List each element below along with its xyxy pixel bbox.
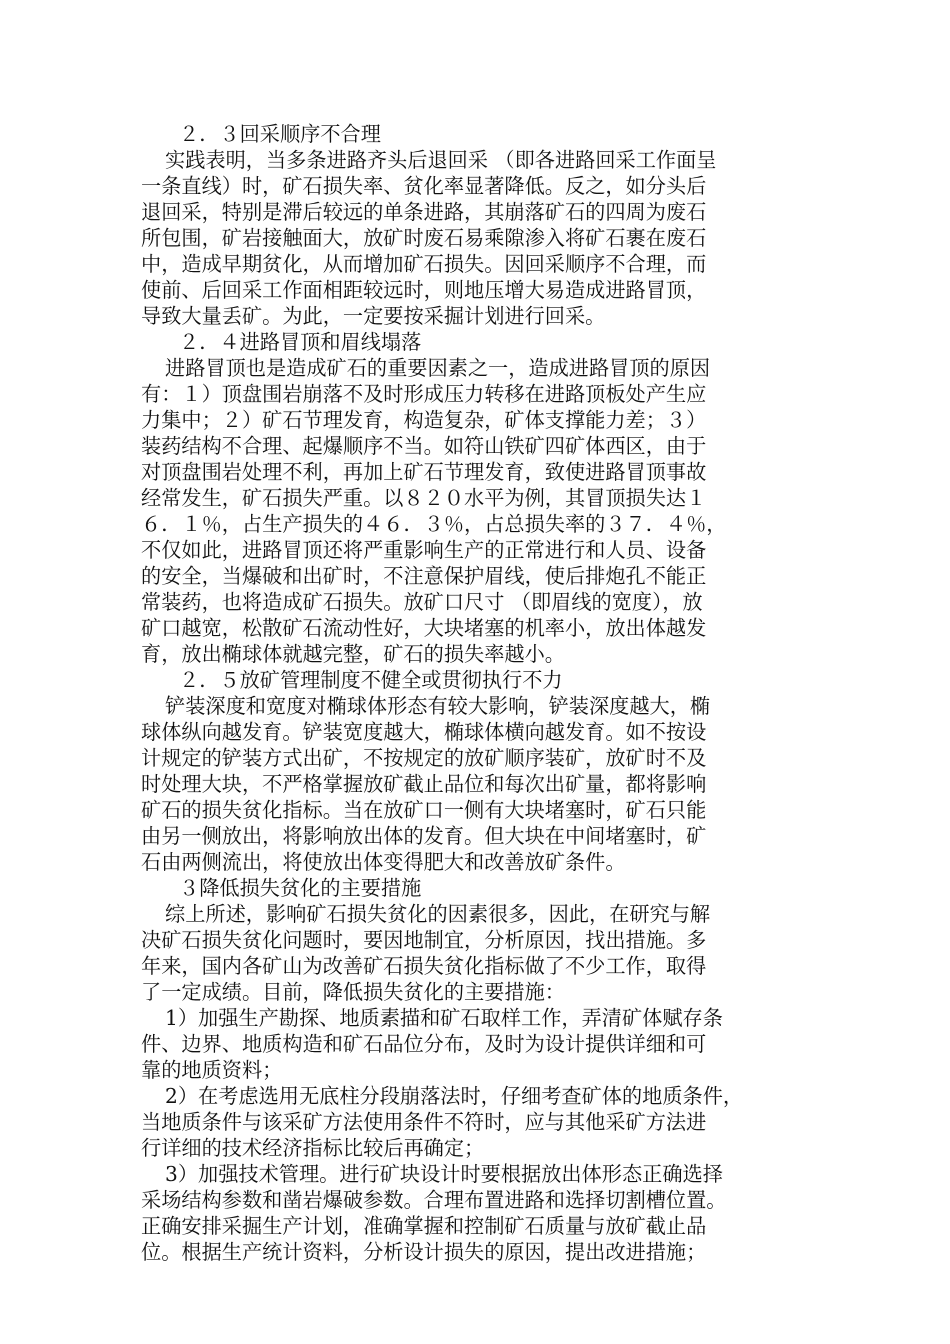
text-line: 了一定成绩。目前，降低损失贫化的主要措施： xyxy=(141,980,565,1004)
text-line: 靠的地质资料； xyxy=(141,1058,283,1082)
text-line: 由另一侧放出，将影响放出体的发育。但大块在中间堵塞时，矿 xyxy=(141,824,707,848)
text-line: 有：１）顶盘围岩崩落不及时形成压力转移在进路顶板处产生应 xyxy=(141,382,707,406)
text-line: 件、边界、地质构造和矿石品位分布，及时为设计提供详细和可 xyxy=(141,1032,707,1056)
text-line: ６．１％，占生产损失的４６．３％，占总损失率的３７．４％， xyxy=(141,512,727,536)
section-heading: ２．４进路冒顶和眉线塌落 xyxy=(179,330,422,354)
text-line: 2）在考虑选用无底柱分段崩落法时，仔细考查矿体的地质条件， xyxy=(165,1084,744,1108)
text-line: 的安全，当爆破和出矿时，不注意保护眉线，使后排炮孔不能正 xyxy=(141,564,707,588)
text-line: 装药结构不合理、起爆顺序不当。如符山铁矿四矿体西区，由于 xyxy=(141,434,707,458)
text-line: 石由两侧流出，将使放出体变得肥大和改善放矿条件。 xyxy=(141,850,626,874)
text-line: 3）加强技术管理。进行矿块设计时要根据放出体形态正确选择 xyxy=(165,1162,723,1186)
text-line: 行详细的技术经济指标比较后再确定； xyxy=(141,1136,485,1160)
text-line: 位。根据生产统计资料，分析设计损失的原因，提出改进措施； xyxy=(141,1240,707,1264)
text-line: 采场结构参数和凿岩爆破参数。合理布置进路和选择切割槽位置。 xyxy=(141,1188,727,1212)
text-line: 时处理大块，不严格掌握放矿截止品位和每次出矿量，都将影响 xyxy=(141,772,707,796)
text-line: 育，放出椭球体就越完整，矿石的损失率越小。 xyxy=(141,642,565,666)
text-line: 导致大量丢矿。为此，一定要按采掘计划进行回采。 xyxy=(141,304,606,328)
text-line: 矿石的损失贫化指标。当在放矿口一侧有大块堵塞时，矿石只能 xyxy=(141,798,707,822)
text-line: 力集中；２）矿石节理发育，构造复杂，矿体支撑能力差；３） xyxy=(141,408,707,432)
text-line: 综上所述，影响矿石损失贫化的因素很多，因此，在研究与解 xyxy=(165,902,711,926)
text-line: 年来，国内各矿山为改善矿石损失贫化指标做了不少工作，取得 xyxy=(141,954,707,978)
text-line: 计规定的铲装方式出矿，不按规定的放矿顺序装矿，放矿时不及 xyxy=(141,746,707,770)
section-heading: ３降低损失贫化的主要措施 xyxy=(179,876,422,900)
text-line: 实践表明，当多条进路齐头后退回采 （即各进路回采工作面呈 xyxy=(165,148,717,172)
text-line: 中，造成早期贫化，从而增加矿石损失。因回采顺序不合理，而 xyxy=(141,252,707,276)
text-line: 使前、后回采工作面相距较远时，则地压增大易造成进路冒顶， xyxy=(141,278,707,302)
text-line: 常装药，也将造成矿石损失。放矿口尺寸 （即眉线的宽度），放 xyxy=(141,590,703,614)
text-line: 铲装深度和宽度对椭球体形态有较大影响，铲装深度越大，椭 xyxy=(165,694,711,718)
text-line: 球体纵向越发育。铲装宽度越大，椭球体横向越发育。如不按设 xyxy=(141,720,707,744)
section-heading: ２．５放矿管理制度不健全或贯彻执行不力 xyxy=(179,668,563,692)
text-line: 退回采，特别是滞后较远的单条进路，其崩落矿石的四周为废石 xyxy=(141,200,707,224)
text-line: 一条直线）时，矿石损失率、贫化率显著降低。反之，如分头后 xyxy=(141,174,707,198)
text-line: 决矿石损失贫化问题时，要因地制宜，分析原因，找出措施。多 xyxy=(141,928,707,952)
text-line: 所包围，矿岩接触面大，放矿时废石易乘隙渗入将矿石裹在废石 xyxy=(141,226,707,250)
text-line: 不仅如此，进路冒顶还将严重影响生产的正常进行和人员、设备 xyxy=(141,538,707,562)
text-line: 进路冒顶也是造成矿石的重要因素之一，造成进路冒顶的原因 xyxy=(165,356,711,380)
text-line: 经常发生，矿石损失严重。以８２０水平为例，其冒顶损失达１ xyxy=(141,486,707,510)
section-heading: ２．３回采顺序不合理 xyxy=(179,122,381,146)
text-line: 当地质条件与该采矿方法使用条件不符时，应与其他采矿方法进 xyxy=(141,1110,707,1134)
text-line: 对顶盘围岩处理不利，再加上矿石节理发育，致使进路冒顶事故 xyxy=(141,460,707,484)
text-line: 正确安排采掘生产计划，准确掌握和控制矿石质量与放矿截止品 xyxy=(141,1214,707,1238)
text-line: 1）加强生产勘探、地质素描和矿石取样工作，弄清矿体赋存条 xyxy=(165,1006,723,1030)
text-line: 矿口越宽，松散矿石流动性好，大块堵塞的机率小，放出体越发 xyxy=(141,616,707,640)
document-body xyxy=(141,121,811,1265)
